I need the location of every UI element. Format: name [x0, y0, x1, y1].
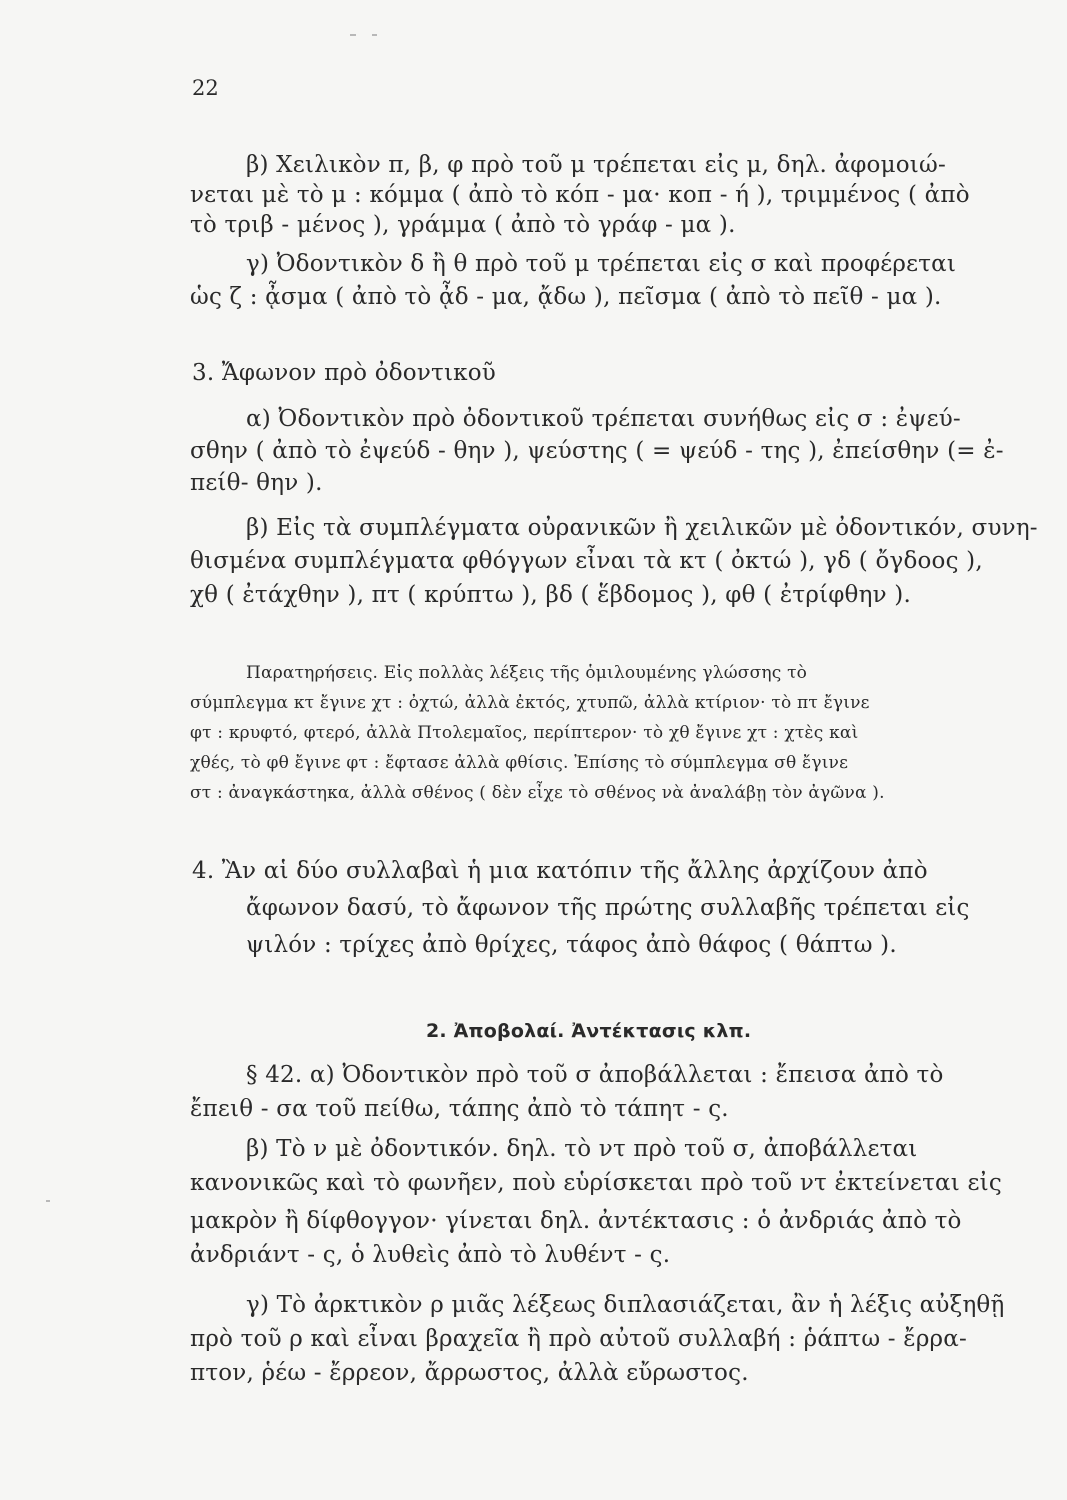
- text-line: γ) Ὀδοντικὸν δ ἢ θ πρὸ τοῦ μ τρέπεται εἰς σ καὶ προφέρεται: [246, 251, 957, 277]
- text-line: νεται μὲ τὸ μ : κόμμα ( ἀπὸ τὸ κόπ - μα· κοπ - ή ), τριμμένος ( ἀπὸ: [190, 182, 970, 208]
- note-line: στ : ἀναγκάστηκα, ἀλλὰ σθένος ( δὲν εἶχε τὸ σθένος νὰ ἀναλάβῃ τὸν ἀγῶνα ).: [190, 783, 885, 803]
- section-title: 2. Ἀποβολαί. Ἀντέκτασις κλπ.: [426, 1020, 752, 1042]
- text-line: χθ ( ἐτάχθην ), πτ ( κρύπτω ), βδ ( ἕβδομος ), φθ ( ἐτρίφθην ).: [190, 582, 911, 608]
- text-line: ἄφωνον δασύ, τὸ ἄφωνον τῆς πρώτης συλλαβῆς τρέπεται εἰς: [246, 895, 970, 921]
- text-line: § 42. α) Ὀδοντικὸν πρὸ τοῦ σ ἀποβάλλεται : ἔπεισα ἀπὸ τὸ: [246, 1062, 944, 1088]
- note-line: σύμπλεγμα κτ ἔγινε χτ : ὀχτώ, ἀλλὰ ἐκτός, χτυπῶ, ἀλλὰ κτίριον· τὸ πτ ἔγινε: [190, 693, 870, 713]
- text-line: θισμένα συμπλέγματα φθόγγων εἶναι τὰ κτ ( ὀκτώ ), γδ ( ὄγδοος ),: [190, 548, 983, 574]
- text-line: γ) Τὸ ἀρκτικὸν ρ μιᾶς λέξεως διπλασιάζεται, ἂν ἡ λέξις αὐξηθῇ: [246, 1292, 1005, 1318]
- scan-speck: [372, 34, 377, 36]
- section-heading: 3. Ἄφωνον πρὸ ὀδοντικοῦ: [192, 360, 496, 386]
- text-line: ἀνδριάντ - ς, ὁ λυθεὶς ἀπὸ τὸ λυθέντ - ς.: [190, 1242, 671, 1268]
- scan-speck: [350, 34, 356, 36]
- text-line: β) Εἰς τὰ συμπλέγματα οὐρανικῶν ἢ χειλικῶν μὲ ὀδοντικόν, συνη-: [246, 515, 1038, 541]
- note-line: Παρατηρήσεις. Εἰς πολλὰς λέξεις τῆς ὁμιλουμένης γλώσσης τὸ: [246, 663, 808, 683]
- text-line: μακρὸν ἢ δίφθογγον· γίνεται δηλ. ἀντέκτασις : ὁ ἀνδριάς ἀπὸ τὸ: [190, 1208, 962, 1234]
- text-line: σθην ( ἀπὸ τὸ ἐψεύδ - θην ), ψεύστης ( = ψεύδ - της ), ἐπείσθην (= ἐ-: [190, 438, 1004, 464]
- page-number: 22: [192, 76, 219, 100]
- text-line: πείθ- θην ).: [190, 470, 323, 496]
- text-line: β) Τὸ ν μὲ ὀδοντικόν. δηλ. τὸ ντ πρὸ τοῦ σ, ἀποβάλλεται: [246, 1136, 918, 1162]
- text-line: ψιλόν : τρίχες ἀπὸ θρίχες, τάφος ἀπὸ θάφος ( θάπτω ).: [246, 932, 897, 958]
- text-line: ἔπειθ - σα τοῦ πείθω, τάπης ἀπὸ τὸ τάπητ - ς.: [190, 1096, 729, 1122]
- scan-speck: [46, 1200, 50, 1202]
- text-line: α) Ὀδοντικὸν πρὸ ὀδοντικοῦ τρέπεται συνήθως εἰς σ : ἐψεύ-: [246, 406, 961, 432]
- text-line: 4. Ἂν αἱ δύο συλλαβαὶ ἡ μια κατόπιν τῆς ἄλλης ἀρχίζουν ἀπὸ: [192, 858, 928, 884]
- text-line: β) Χειλικὸν π, β, φ πρὸ τοῦ μ τρέπεται εἰς μ, δηλ. ἀφομοιώ-: [246, 152, 946, 178]
- text-line: τὸ τριβ - μένος ), γράμμα ( ἀπὸ τὸ γράφ - μα ).: [190, 212, 736, 238]
- note-line: φτ : κρυφτό, φτερό, ἀλλὰ Πτολεμαῖος, περίπτερον· τὸ χθ ἔγινε χτ : χτὲς καὶ: [190, 723, 859, 743]
- text-line: κανονικῶς καὶ τὸ φωνῆεν, ποὺ εὑρίσκεται πρὸ τοῦ ντ ἐκτείνεται εἰς: [190, 1170, 1002, 1196]
- text-line: πτον, ῥέω - ἔρρεον, ἄρρωστος, ἀλλὰ εὔρωστος.: [190, 1360, 749, 1386]
- text-line: πρὸ τοῦ ρ καὶ εἶναι βραχεῖα ἢ πρὸ αὐτοῦ συλλαβή : ῥάπτω - ἔρρα-: [190, 1326, 967, 1352]
- text-line: ὡς ζ : ᾆσμα ( ἀπὸ τὸ ᾆδ - μα, ᾄδω ), πεῖσμα ( ἀπὸ τὸ πεῖθ - μα ).: [190, 284, 942, 310]
- note-line: χθές, τὸ φθ ἔγινε φτ : ἔφτασε ἀλλὰ φθίσις. Ἐπίσης τὸ σύμπλεγμα σθ ἔγινε: [190, 753, 849, 773]
